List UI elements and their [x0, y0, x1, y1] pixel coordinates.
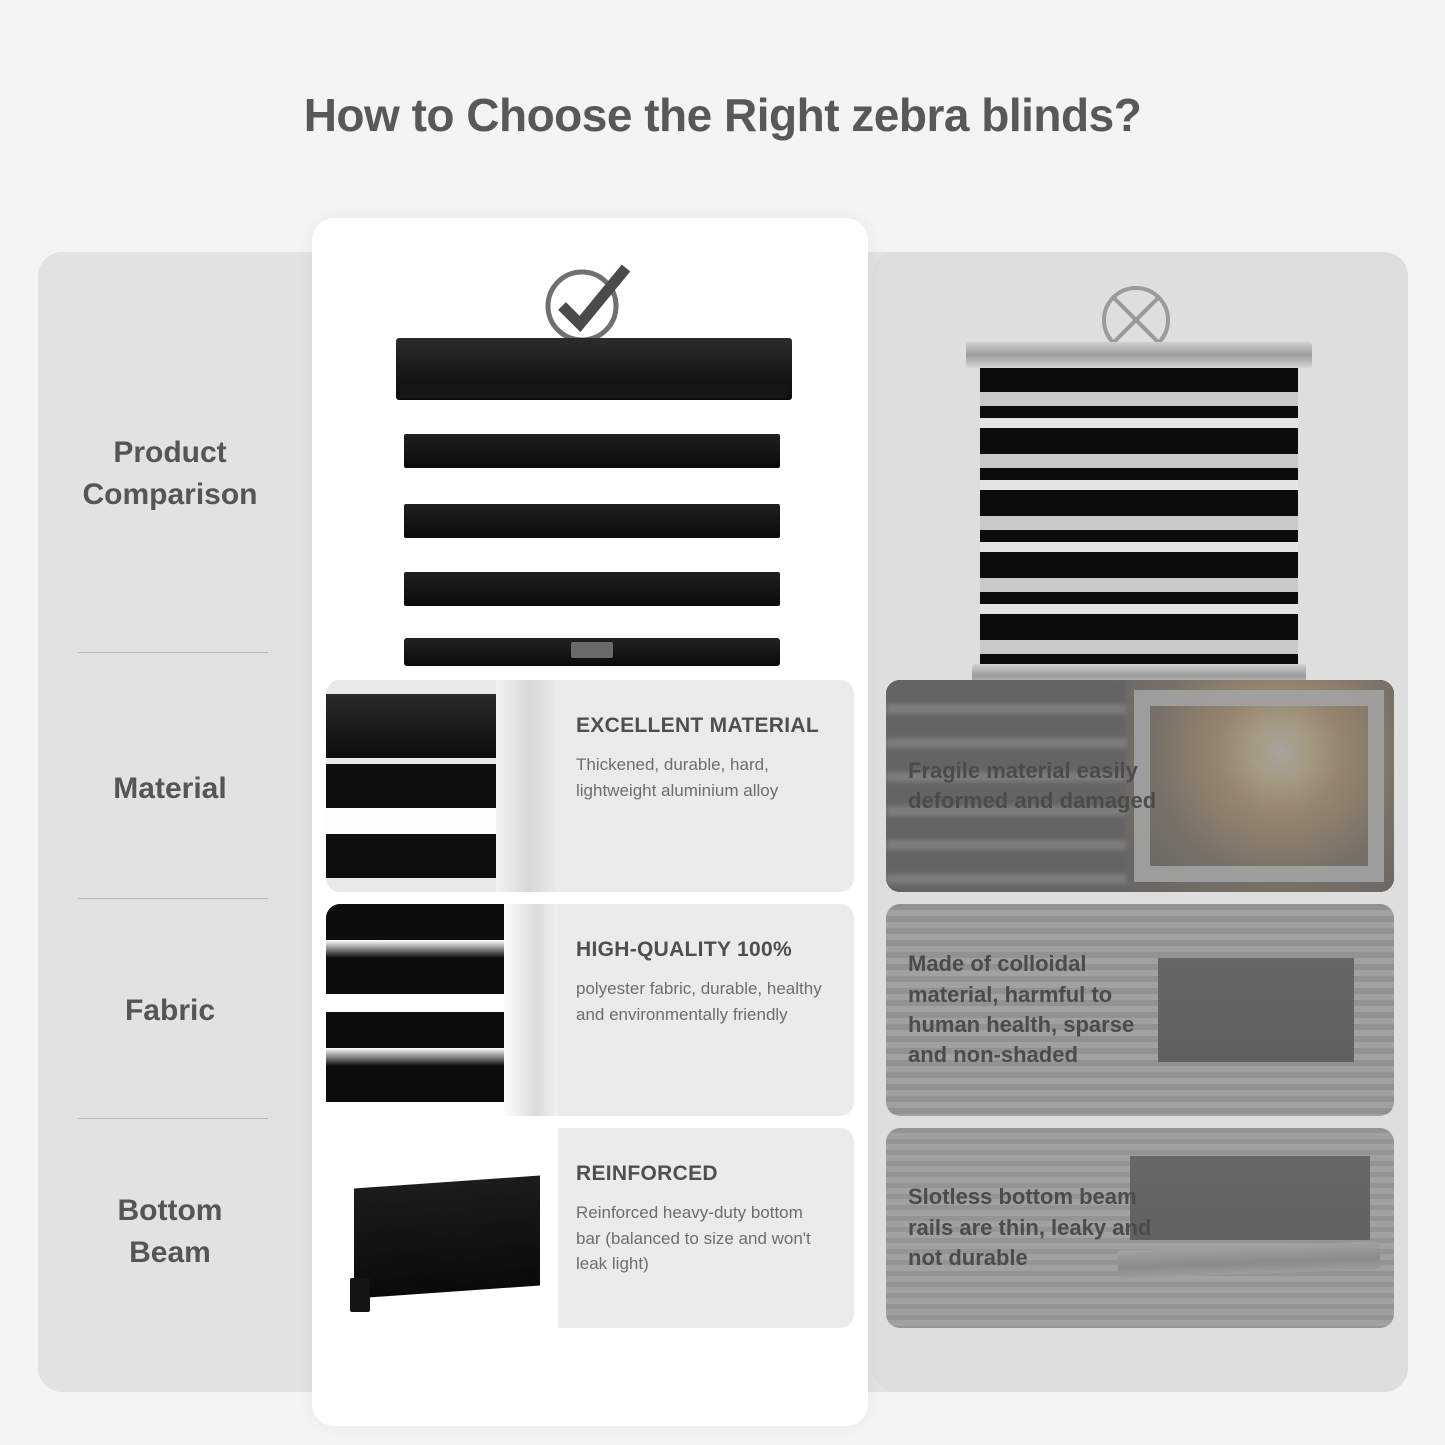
- good-card-title: EXCELLENT MATERIAL: [576, 714, 820, 737]
- divider: [78, 1118, 268, 1119]
- good-card-desc: Thickened, durable, hard, lightweight aluminium alloy: [576, 755, 779, 800]
- good-card-title: REINFORCED: [576, 1162, 718, 1185]
- divider: [78, 652, 268, 653]
- headrail: [396, 338, 792, 400]
- slat: [404, 572, 780, 606]
- row-label-line: Product: [113, 436, 227, 469]
- good-card-title: HIGH-QUALITY 100%: [576, 938, 792, 961]
- row-label-line: Comparison: [82, 478, 258, 511]
- aluminium-headrail-photo: [326, 680, 558, 892]
- good-card-bottom-beam: [326, 1128, 854, 1328]
- polyester-fabric-photo: [326, 904, 558, 1116]
- good-card-fabric: [326, 904, 854, 1116]
- thin-headrail: [966, 342, 1312, 368]
- good-card-material: [326, 680, 854, 892]
- bad-card-text-wrap: [908, 680, 1158, 892]
- recommended-zebra-blind-photo: [396, 338, 792, 668]
- bad-card-fabric: [886, 904, 1394, 1116]
- slat: [404, 434, 780, 468]
- row-label-bottom-beam: [40, 1190, 300, 1274]
- row-label-material: Material: [113, 772, 227, 805]
- divider: [78, 898, 268, 899]
- row-label-line: Bottom: [117, 1194, 223, 1227]
- inferior-zebra-blind-photo: [980, 366, 1298, 666]
- good-card-desc: Reinforced heavy-duty bottom bar (balanced to size and won't leak light): [576, 1203, 811, 1273]
- row-label-fabric: Fabric: [124, 994, 216, 1027]
- reinforced-bottom-bar-photo: [326, 1128, 558, 1328]
- row-label-product-comparison: [40, 432, 300, 516]
- bad-card-text-wrap: [908, 904, 1158, 1116]
- bad-card-text: Slotless bottom beam rails are thin, leaky and not durable: [908, 1184, 1152, 1271]
- bad-card-text-wrap: [908, 1128, 1158, 1328]
- good-card-desc: polyester fabric, durable, healthy and environmentally friendly: [576, 979, 822, 1024]
- bad-card-bottom-beam: [886, 1128, 1394, 1328]
- page-title: How to Choose the Right zebra blinds?: [303, 89, 1142, 141]
- bad-card-material: [886, 680, 1394, 892]
- slat: [404, 504, 780, 538]
- row-label-line: Beam: [129, 1236, 211, 1269]
- bad-card-text: Made of colloidal material, harmful to human health, sparse and non-shaded: [908, 951, 1135, 1068]
- bottom-bar: [404, 638, 780, 666]
- bad-card-text: Fragile material easily deformed and damaged: [908, 757, 1157, 813]
